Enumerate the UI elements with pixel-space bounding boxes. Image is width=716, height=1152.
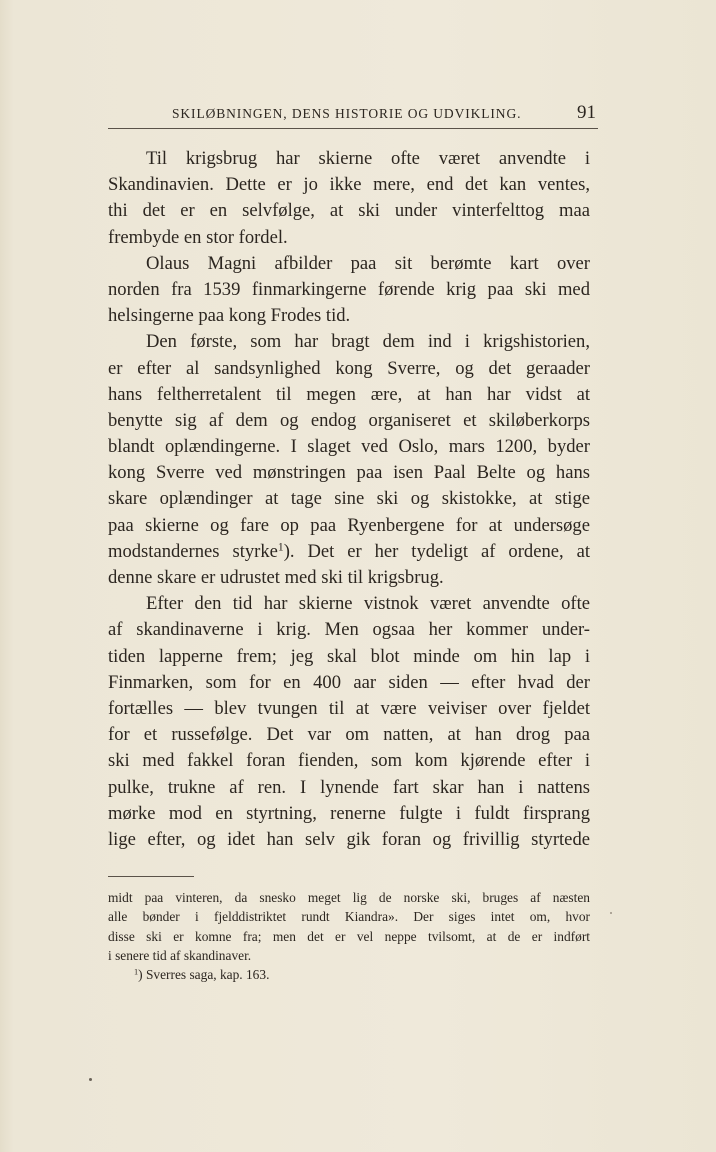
text-line: Efter den tid har skierne vistnok været anvendte ofte xyxy=(146,593,590,615)
running-header xyxy=(108,104,598,129)
text-line: helsingerne paa kong Frodes tid. xyxy=(108,305,351,327)
footnote-entry xyxy=(108,965,590,984)
text-line: thi det er en selvfølge, at ski under vinterfelttog maa xyxy=(108,200,590,222)
footnote-marker: 1 xyxy=(134,967,139,977)
paper-speck xyxy=(610,912,612,914)
text-line: pulke, trukne af ren. I lynende fart skar han i nattens xyxy=(108,776,590,798)
running-title: SKILØBNINGEN, DENS HISTORIE OG UDVIKLING. xyxy=(172,106,522,121)
text-line: frembyde en stor fordel. xyxy=(108,226,288,248)
text-line: hans feltherretalent til megen ære, at han har vidst at xyxy=(108,383,590,405)
text-line: af skandinaverne i krig. Men ogsaa her kommer under- xyxy=(108,619,590,641)
page-number: 91 xyxy=(577,102,596,123)
text-line: skare oplændinger at tage sine ski og skistokke, at stige xyxy=(108,488,590,510)
paper-speck xyxy=(89,1078,92,1081)
text-line: for et russefølge. Det var om natten, at han drog paa xyxy=(108,724,590,746)
footnote-reference: 1 xyxy=(277,541,284,554)
text-fragment: ). Det er her tydeligt af ordene, at xyxy=(283,540,590,562)
text-line: Olaus Magni afbilder paa sit berømte kart over xyxy=(146,252,590,274)
footnotes xyxy=(108,888,590,984)
text-line: Til krigsbrug har skierne ofte været anvendte i xyxy=(146,148,590,169)
text-line: mørke mod en styrtning, renerne fulgte i fuldt firsprang xyxy=(108,802,590,824)
footnote-line: disse ski er komne fra; men det er vel neppe tvilsomt, at de er indført xyxy=(108,928,590,944)
footnote-line: i senere tid af skandinaver. xyxy=(108,947,252,963)
text-line: er efter al sandsynlighed kong Sverre, og det geraader xyxy=(108,357,590,379)
text-line: Finmarken, som for en 400 aar siden — efter hvad der xyxy=(108,671,590,693)
text-line: blandt oplændingerne. I slaget ved Oslo, mars 1200, byder xyxy=(108,436,590,458)
text-line: fortælles — blev tvungen til at være veiviser over fjeldet xyxy=(108,697,590,719)
text-line: benytte sig af dem og endog organiseret et skiløberkorps xyxy=(108,409,590,431)
text-line: lige efter, og idet han selv gik foran og frivillig styrtede xyxy=(108,828,590,850)
text-line: tiden lapperne frem; jeg skal blot minde om hin lap i xyxy=(108,645,590,667)
footnote-line: alle bønder i fjelddistriktet rundt Kiandra». Der siges intet om, hvor xyxy=(108,909,590,925)
body-text xyxy=(108,146,590,853)
text-line: paa skierne og fare op paa Ryenbergene for at undersøge xyxy=(108,514,590,536)
footnote-divider xyxy=(108,876,194,877)
text-line: ski med fakkel foran fienden, som kom kjørende efter i xyxy=(108,750,590,772)
text-line: Den første, som har bragt dem ind i krigshistorien, xyxy=(146,331,590,353)
text-line: Skandinavien. Dette er jo ikke mere, end det kan ventes, xyxy=(108,174,590,196)
text-line-with-footnote xyxy=(108,539,590,565)
footnote-text: ) Sverres saga, kap. 163. xyxy=(138,967,270,983)
text-line: kong Sverre ved mønstringen paa isen Paal Belte og hans xyxy=(108,462,590,484)
text-line: denne skare er udrustet med ski til krigsbrug. xyxy=(108,567,444,588)
footnote-line: midt paa vinteren, da snesko meget lig de norske ski, bruges af næsten xyxy=(108,890,590,905)
text-fragment: modstandernes styrke xyxy=(108,540,278,562)
text-line: norden fra 1539 finmarkingerne førende krig paa ski med xyxy=(108,278,590,300)
